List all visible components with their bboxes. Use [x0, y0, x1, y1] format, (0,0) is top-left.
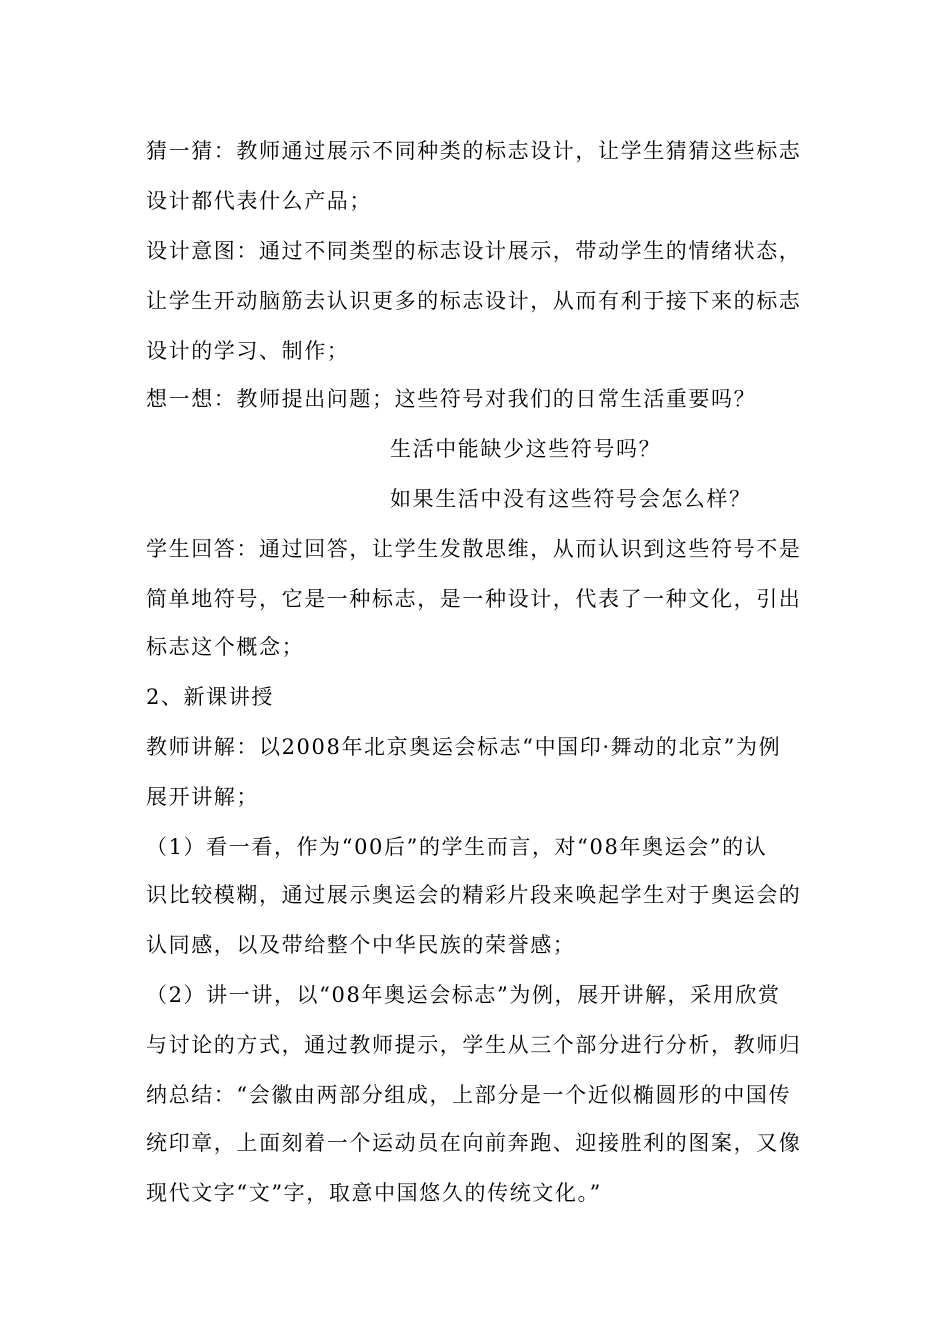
question-line: 如果生活中没有这些符号会怎么样？	[390, 487, 752, 511]
paragraph-line: 与讨论的方式，通过教师提示，学生从三个部分进行分析，教师归	[146, 1033, 802, 1057]
paragraph-line: 统印章，上面刻着一个运动员在向前奔跑、迎接胜利的图案，又像	[146, 1131, 802, 1155]
paragraph-line: 设计的学习、制作；	[146, 339, 350, 363]
paragraph-line: 纳总结：“会徽由两部分组成，上部分是一个近似椭圆形的中国传	[146, 1083, 792, 1107]
paragraph-line: 设计意图：通过不同类型的标志设计展示，带动学生的情绪状态，	[146, 239, 802, 263]
paragraph-line: 想一想：教师提出问题；这些符号对我们的日常生活重要吗？	[146, 387, 757, 411]
paragraph-line: 标志这个概念；	[146, 635, 305, 659]
section-heading: 2、新课讲授	[146, 685, 274, 709]
paragraph-line: 认同感，以及带给整个中华民族的荣誉感；	[146, 933, 576, 957]
paragraph-line: 猜一猜：教师通过展示不同种类的标志设计，让学生猜猜这些标志	[146, 139, 802, 163]
paragraph-line: 现代文字“文”字，取意中国悠久的传统文化。”	[146, 1181, 602, 1205]
paragraph-line: （1）看一看，作为“00后”的学生而言，对“08年奥运会”的认	[146, 835, 768, 859]
paragraph-line: 学生回答：通过回答，让学生发散思维，从而认识到这些符号不是	[146, 537, 802, 561]
paragraph-line: 展开讲解；	[146, 785, 259, 809]
paragraph-line: 教师讲解：以2008年北京奥运会标志“中国印·舞动的北京”为例	[146, 735, 782, 759]
paragraph-line: 简单地符号，它是一种标志，是一种设计，代表了一种文化，引出	[146, 587, 802, 611]
paragraph-line: （2）讲一讲，以“08年奥运会标志”为例，展开讲解，采用欣赏	[146, 983, 781, 1007]
paragraph-line: 识比较模糊，通过展示奥运会的精彩片段来唤起学生对于奥运会的	[146, 883, 802, 907]
question-line: 生活中能缺少这些符号吗？	[390, 437, 662, 461]
paragraph-line: 设计都代表什么产品；	[146, 189, 372, 213]
paragraph-line: 让学生开动脑筋去认识更多的标志设计，从而有利于接下来的标志	[146, 289, 802, 313]
